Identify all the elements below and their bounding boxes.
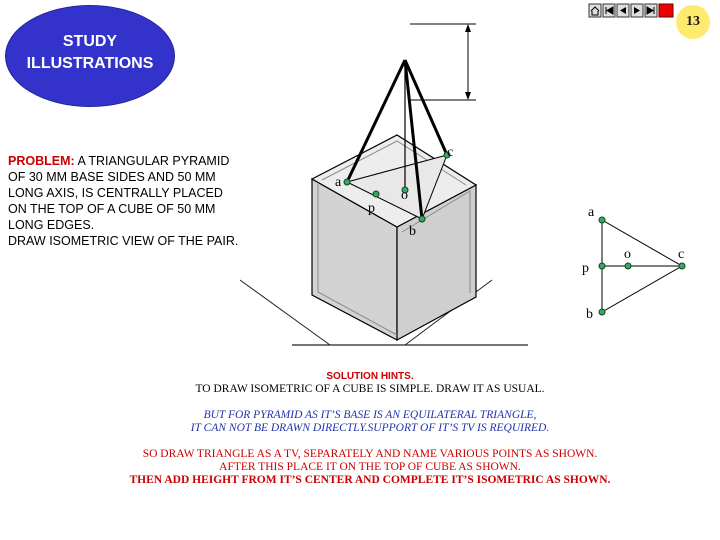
hints-line6: THEN ADD HEIGHT FROM IT’S CENTER AND COMPLETE IT’S ISOMETRIC AS SHOWN. bbox=[129, 474, 611, 486]
tv-point-a bbox=[599, 217, 605, 223]
tv-point-c bbox=[679, 263, 685, 269]
iso-label-o: o bbox=[401, 188, 408, 203]
tv-label-p: p bbox=[582, 261, 589, 276]
iso-point-a bbox=[344, 179, 350, 185]
tv-point-b bbox=[599, 309, 605, 315]
badge-title-line1: STUDY bbox=[62, 33, 118, 50]
solution-hints bbox=[90, 370, 650, 487]
tv-label-b: b bbox=[586, 307, 593, 322]
dimension-arrow-down bbox=[465, 92, 471, 100]
page-number: 13 bbox=[676, 5, 710, 39]
hints-line5: AFTER THIS PLACE IT ON THE TOP OF CUBE AS SHOWN. bbox=[219, 461, 521, 473]
tv-label-o: o bbox=[624, 247, 631, 262]
hints-line1: TO DRAW ISOMETRIC OF A CUBE IS SIMPLE. DRAW IT AS USUAL. bbox=[195, 383, 545, 395]
tv-label-a: a bbox=[588, 205, 595, 220]
iso-label-p: p bbox=[368, 201, 375, 216]
hints-line2: BUT FOR PYRAMID AS IT’S BASE IS AN EQUILATERAL TRIANGLE, bbox=[203, 409, 537, 421]
problem-label: PROBLEM: bbox=[8, 154, 75, 168]
iso-point-b bbox=[419, 216, 425, 222]
problem-text: A TRIANGULAR PYRAMID OF 30 MM BASE SIDES AND 50 MM LONG AXIS, IS CENTRALLY PLACED ON THE TOP OF A CUBE OF 50 MM LONG EDGES. DRAW ISOMETRIC VIEW OF THE PAIR. bbox=[8, 154, 239, 248]
hints-title: SOLUTION HINTS. bbox=[326, 371, 414, 382]
iso-point-p bbox=[373, 191, 379, 197]
iso-label-a: a bbox=[335, 175, 342, 190]
dimension-arrow-up bbox=[465, 24, 471, 32]
hints-line3: IT CAN NOT BE DRAWN DIRECTLY.SUPPORT OF IT’S TV IS REQUIRED. bbox=[190, 422, 550, 434]
tv-point-p bbox=[599, 263, 605, 269]
tv-label-c: c bbox=[678, 247, 685, 262]
iso-label-b: b bbox=[409, 224, 416, 239]
badge-title-line2: ILLUSTRATIONS bbox=[26, 55, 154, 72]
tv-point-o bbox=[625, 263, 631, 269]
hints-line4: SO DRAW TRIANGLE AS A TV, SEPARATELY AND NAME VARIOUS POINTS AS SHOWN. bbox=[142, 448, 598, 460]
iso-label-c: c bbox=[447, 145, 454, 160]
